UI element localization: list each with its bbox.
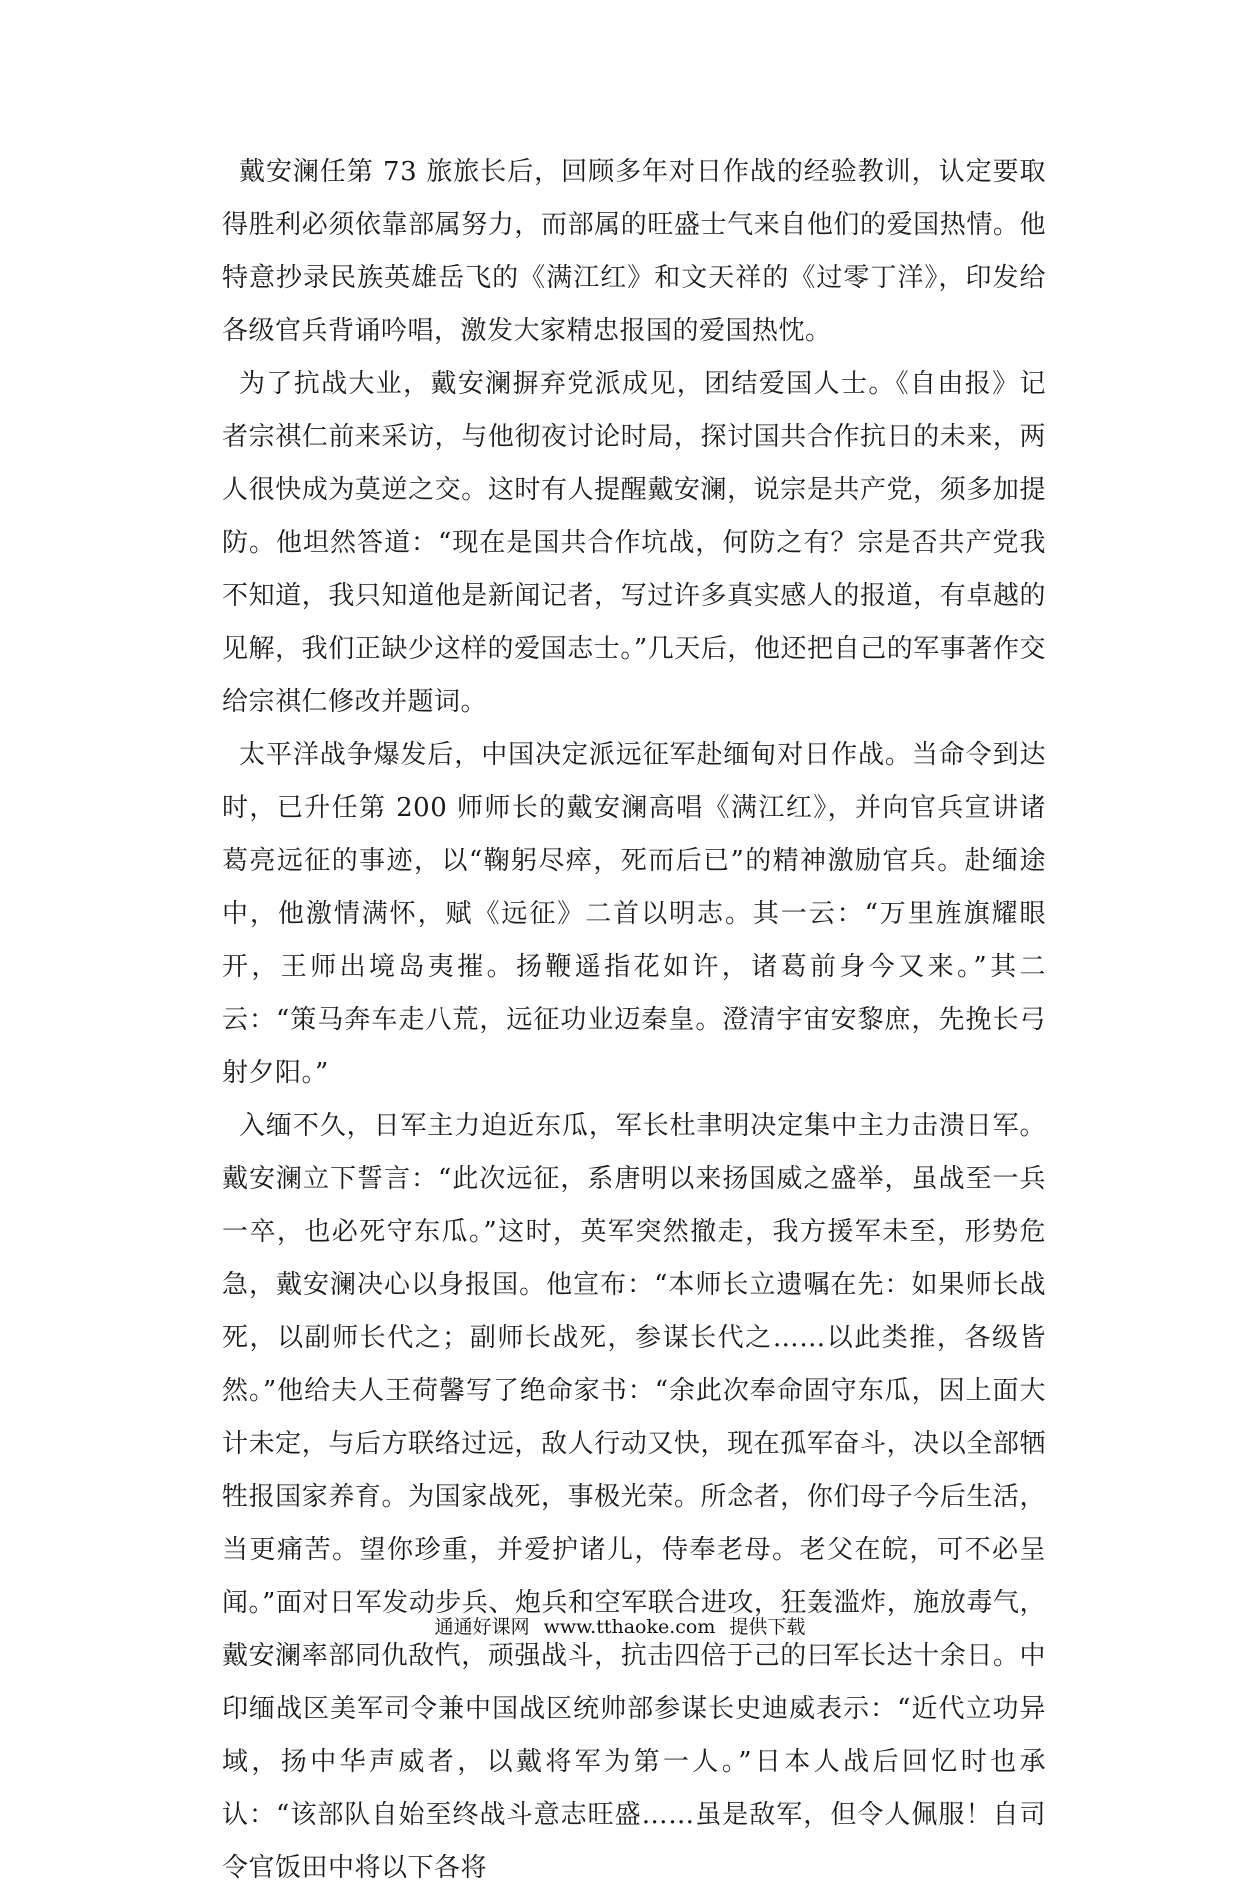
footer-site-name: 通通好课网: [434, 1616, 530, 1638]
page-footer: [0, 1614, 1240, 1640]
paragraph-4: 入缅不久，日军主力迫近东瓜，军长杜聿明决定集中主力击溃日军。戴安澜立下誓言：“此次远征，系唐明以来扬国威之盛举，虽战至一兵一卒，也必死守东瓜。”这时，英军突然撤走，我方援军未至，形势危急，戴安澜决心以身报国。他宣布：“本师长立遗嘱在先：如果师长战死，以副师长代之；副师长战死，参谋长代之……以此类推，各级皆然。”他给夫人王荷馨写了绝命家书：“余此次奉命固守东瓜，因上面大计未定，与后方联络过远，敌人行动又快，现在孤军奋斗，决以全部牺牲报国家养育。为国家战死，事极光荣。所念者，你们母子今后生活，当更痛苦。望你珍重，并爱护诸儿，侍奉老母。老父在皖，可不必呈闻。”面对日军发动步兵、炮兵和空军联合进攻，狂轰滥炸，施放毒气，戴安澜率部同仇敌忾，顽强战斗，抗击四倍于己的曰军长达十余日。中印缅战区美军司令兼中国战区统帅部参谋长史迪威表示：“近代立功异域，扬中华声威者，以戴将军为第一人。”日本人战后回忆时也承认：“该部队自始至终战斗意志旺盛……虽是敌军，但令人佩服！自司令官饭田中将以下各将: [222, 1111, 1046, 1883]
paragraph-2: 为了抗战大业，戴安澜摒弃党派成见，团结爱国人士。《自由报》记者宗祺仁前来采访，与他彻夜讨论时局，探讨国共合作抗日的未来，两人很快成为莫逆之交。这时有人提醒戴安澜，说宗是共产党，须多加提防。他坦然答道：“现在是国共合作坑战，何防之有？宗是否共产党我不知道，我只知道他是新闻记者，写过许多真实感人的报道，有卓越的见解，我们正缺少这样的爱国志士。”几天后，他还把自己的军事著作交给宗祺仁修改并题词。: [222, 369, 1046, 717]
paragraph-1: 戴安澜任第 73 旅旅长后，回顾多年对日作战的经验教训，认定要取得胜利必须依靠部属努力，而部属的旺盛士气来自他们的爱国热情。他特意抄录民族英雄岳飞的《满江红》和文天祥的《过零丁洋》，印发给各级官兵背诵吟唱，激发大家精忠报国的爱国热忱。: [222, 157, 1046, 346]
footer-url: www.tthaoke.com: [543, 1616, 716, 1638]
footer-suffix: 提供下载: [729, 1616, 806, 1638]
paragraph-3: 太平洋战争爆发后，中国决定派远征军赴缅甸对日作战。当命令到达时，已升任第 200 师师长的戴安澜高唱《满江红》，并向官兵宣讲诸葛亮远征的事迹，以“鞠躬尽瘁，死而后已”的精神激励官兵。赴缅途中，他激情满怀，赋《远征》二首以明志。其一云：“万里旌旗耀眼开，王师出境岛夷摧。扬鞭遥指花如许，诸葛前身今又来。”其二云：“策马奔车走八荒，远征功业迈秦皇。澄清宇宙安黎庶，先挽长弓射夕阳。”: [222, 740, 1046, 1088]
